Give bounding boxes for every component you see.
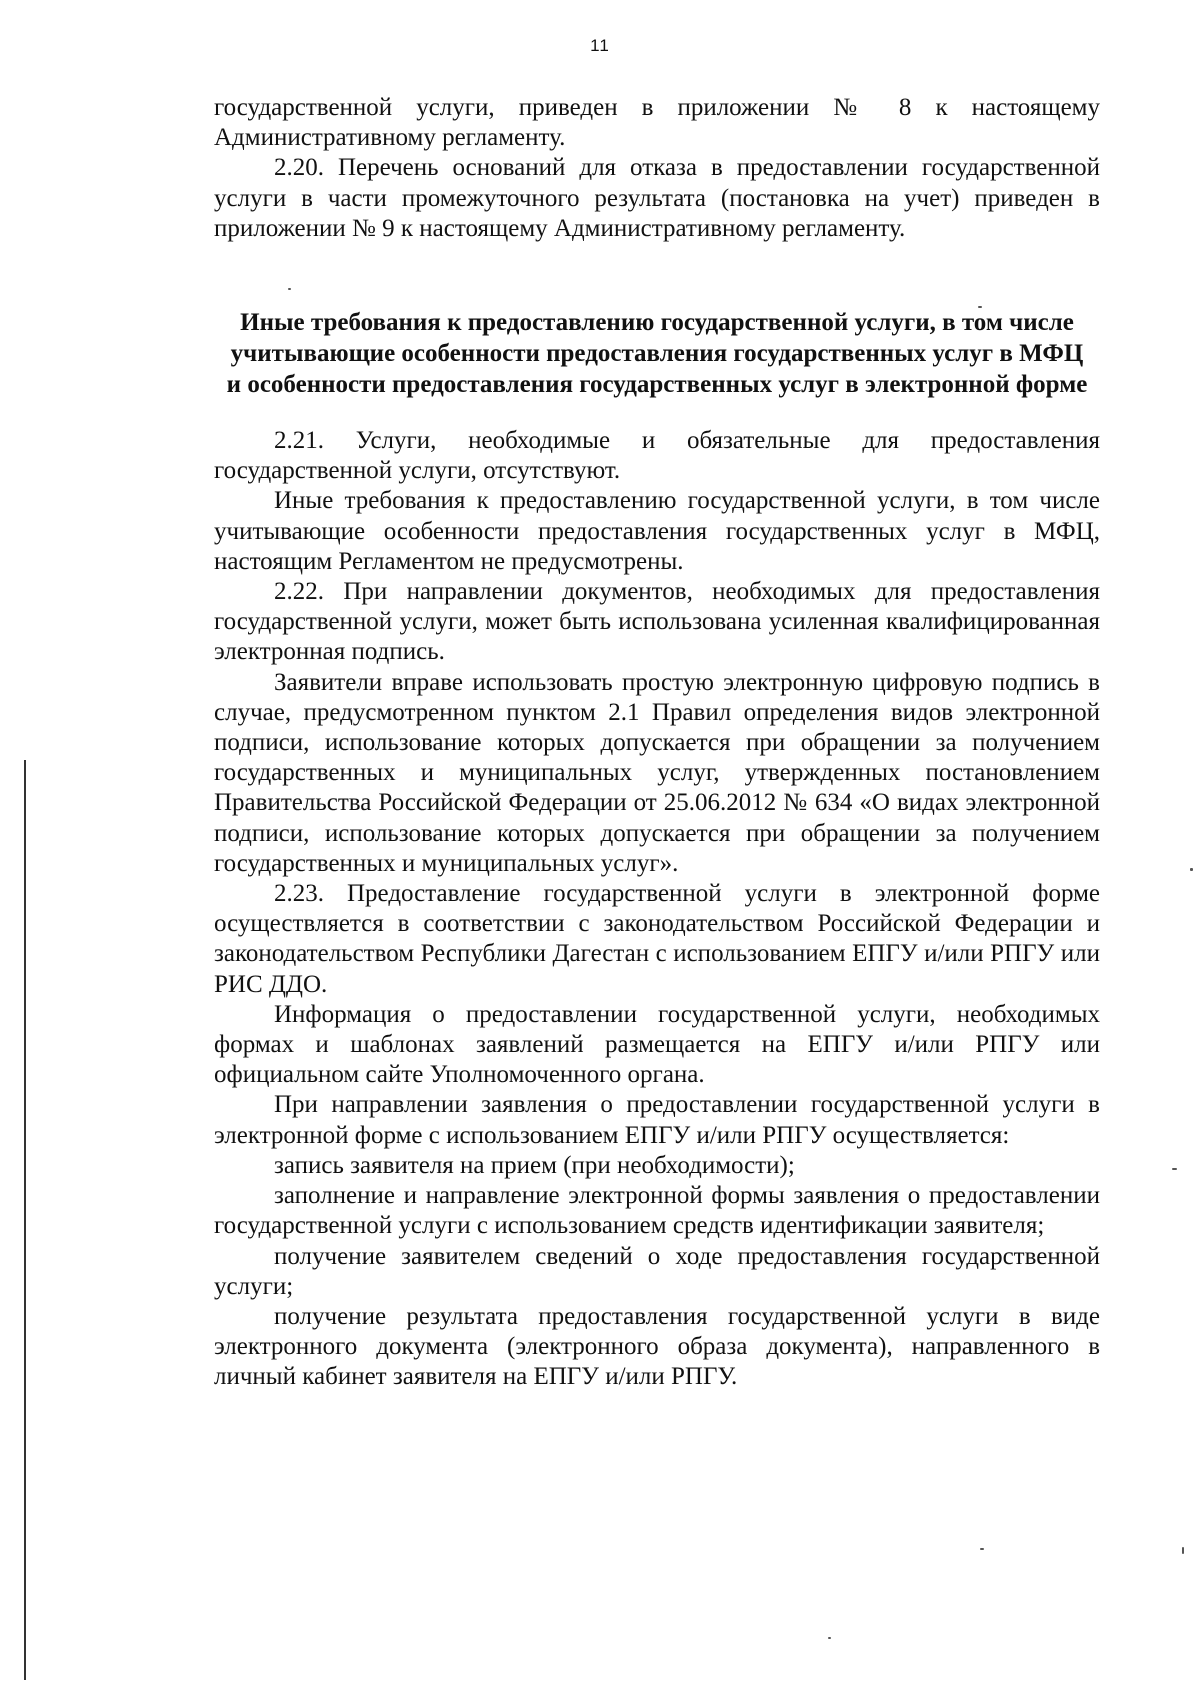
page-body xyxy=(214,93,1100,1393)
paragraph-2-20: 2.20. Перечень оснований для отказа в предоставлении государственной услуги в части промежуточного результата (постановка на учет) приведен в приложении № 9 к настоящему Административному регламенту. xyxy=(214,154,1100,242)
paragraph-other-requirements: Иные требования к предоставлению государственной услуги, в том числе учитывающие особенности предоставления государственных услуг в МФЦ, настоящим Регламентом не предусмотрены. xyxy=(214,487,1100,575)
scan-speck xyxy=(980,1548,984,1550)
paragraph-continuation: государственной услуги, приведен в приложении № 8 к настоящему Административному регламенту. xyxy=(214,94,1100,152)
scan-speck xyxy=(978,306,982,308)
scan-speck xyxy=(1190,868,1193,871)
list-item-status-info: получение заявителем сведений о ходе предоставления государственной услуги; xyxy=(214,1242,1100,1300)
paragraph-2-21: 2.21. Услуги, необходимые и обязательные для предоставления государственной услуги, отсутствуют. xyxy=(214,427,1100,485)
paragraph-2-22: 2.22. При направлении документов, необходимых для предоставления государственной услуги, может быть использована усиленная квалифицированная электронная подпись. xyxy=(214,578,1100,666)
list-item-appointment: запись заявителя на прием (при необходимости); xyxy=(274,1151,795,1179)
list-item-form-filling: заполнение и направление электронной формы заявления о предоставлении государственной услуги с использованием средств идентификации заявителя; xyxy=(214,1182,1100,1240)
paragraph-simple-signature: Заявители вправе использовать простую электронную цифровую подпись в случае, предусмотренном пунктом 2.1 Правил определения видов электронной подписи, использование которых допускается при обращении за получением государственных и муниципальных услуг, утвержденных постановлением Правительства Российской Федерации от 25.06.2012 № 634 «О видах электронной подписи, использование которых допускается при обращении за получением государственных и муниципальных услуг». xyxy=(214,668,1100,877)
list-item-result: получение результата предоставления государственной услуги в виде электронного документа (электронного образа документа), направленного в личный кабинет заявителя на ЕПГУ и/или РПГУ. xyxy=(214,1302,1100,1391)
scan-speck xyxy=(1182,1547,1184,1554)
paragraph-information: Информация о предоставлении государственной услуги, необходимых формах и шаблонах заявлений размещается на ЕПГУ и/или РПГУ или официальном сайте Уполномоченного органа. xyxy=(214,1000,1100,1089)
section-heading: Иные требования к предоставлению государственной услуги, в том числе учитывающие особенности предоставления государственных услуг в МФЦ и особенности предоставления государственных услуг в электронной форме xyxy=(226,309,1088,399)
scan-speck xyxy=(828,1637,831,1639)
scan-margin-line xyxy=(24,760,26,1680)
scan-speck xyxy=(1172,1168,1177,1170)
page-number: 11 xyxy=(590,36,610,55)
paragraph-2-23: 2.23. Предоставление государственной услуги в электронной форме осуществляется в соответствии с законодательством Российской Федерации и законодательством Республики Дагестан с использованием ЕПГУ и/или РПГУ или РИС ДДО. xyxy=(214,880,1100,998)
scan-speck xyxy=(288,288,291,290)
paragraph-electronic-submission: При направлении заявления о предоставлении государственной услуги в электронной форме с использованием ЕПГУ и/или РПГУ осуществляется: xyxy=(214,1091,1100,1149)
